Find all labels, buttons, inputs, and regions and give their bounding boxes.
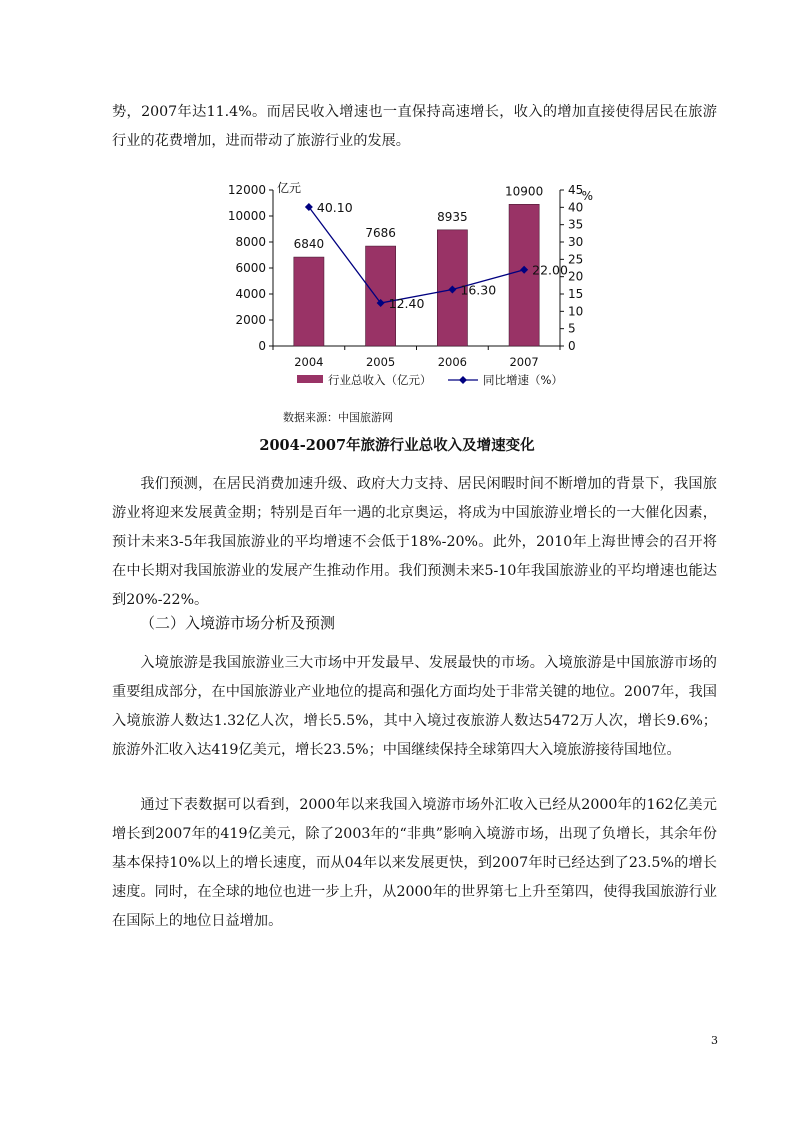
paragraph-1: 我们预测，在居民消费加速升级、政府大力支持、居民闲暇时间不断增加的背景下，我国旅游业将迎来发展黄金期；特别是百年一遇的北京奥运，将成为中国旅游业增长的一大催化因素，预计未来3-5年我国旅游业的平均增速不会低于18%-20%。此外，2010年上海世博会的召开将在中长期对我国旅游业的发展产生推动作用。我们预测未来5-10年我国旅游业的平均增速也能达到20%-22%。	[112, 476, 717, 608]
x-tick-label-2005: 2005	[365, 355, 396, 369]
right-tick-label: 40	[568, 200, 584, 215]
x-tick-label-2004: 2004	[294, 355, 324, 369]
right-tick-label: 30	[568, 235, 584, 249]
left-tick-label: 10000	[227, 209, 266, 223]
left-tick-label: 2000	[235, 313, 266, 327]
growth-label-2007: 22.00	[532, 262, 568, 278]
page-number: 3	[711, 1034, 718, 1047]
right-tick-label: 45	[568, 183, 584, 197]
right-axis-unit: %	[581, 189, 593, 203]
left-tick-label: 8000	[235, 235, 266, 249]
bar-label-2005: 7686	[365, 226, 396, 241]
legend	[297, 373, 563, 387]
legend-bar-label: 行业总收入（亿元）	[328, 373, 432, 387]
right-tick-label: 0	[568, 339, 576, 353]
figure-caption: 2004-2007年旅游行业总收入及增速变化	[259, 437, 535, 454]
right-tick-label: 5	[568, 321, 576, 336]
left-tick-label: 0	[258, 339, 266, 353]
left-tick-label: 4000	[235, 287, 266, 301]
right-tick-label: 20	[568, 269, 584, 284]
growth-label-2005: 12.40	[388, 296, 425, 312]
revenue-growth-chart	[215, 175, 595, 400]
bar-label-2007: 10900	[505, 184, 544, 199]
bar-2004	[294, 257, 324, 346]
right-tick-label: 25	[568, 252, 584, 267]
paragraph-0: 势，2007年达11.4%。而居民收入增速也一直保持高速增长，收入的增加直接使得居民在旅游行业的花费增加，进而带动了旅游行业的发展。	[112, 104, 717, 149]
bar-label-2006: 8935	[437, 209, 468, 224]
x-tick-label-2006: 2006	[437, 355, 468, 369]
data-source-note: 数据来源：中国旅游网	[283, 411, 393, 424]
x-tick-label-2007: 2007	[509, 355, 539, 369]
growth-label-2004: 40.10	[316, 199, 353, 215]
growth-label-2006: 16.30	[460, 282, 497, 298]
paragraph-3: 通过下表数据可以看到，2000年以来我国入境游市场外汇收入已经从2000年的162亿美元增长到2007年的419亿美元，除了2003年的“非典”影响入境游市场，出现了负增长，其余年份基本保持10%以上的增长速度，而从04年以来发展更快，到2007年时已经达到了23.5%的增长速度。同时，在全球的地位也进一步上升，从2000年的世界第七上升至第四，使得我国旅游行业在国际上的地位日益增加。	[112, 797, 717, 929]
legend-line-label: 同比增速（%）	[483, 373, 563, 387]
right-tick-label: 15	[568, 287, 584, 301]
left-axis-unit: 亿元	[277, 181, 302, 195]
left-tick-label: 12000	[227, 183, 266, 197]
right-tick-label: 10	[568, 304, 584, 319]
legend-bar-swatch	[297, 375, 323, 383]
legend-line-marker	[459, 376, 467, 384]
left-tick-label: 6000	[235, 261, 266, 275]
right-tick-label: 35	[568, 217, 584, 232]
paragraph-2: 入境旅游是我国旅游业三大市场中开发最早、发展最快的市场。入境旅游是中国旅游市场的重要组成部分，在中国旅游业产业地位的提高和强化方面均处于非常关键的地位。2007年，我国入境旅游人数达1.32亿人次，增长5.5%，其中入境过夜旅游人数达5472万人次，增长9.6%；旅游外汇收入达419亿美元，增长23.5%；中国继续保持全球第四大入境旅游接待国地位。	[112, 655, 717, 758]
bar-label-2004: 6840	[293, 237, 325, 252]
section-heading: （二）入境游市场分析及预测	[140, 614, 336, 632]
